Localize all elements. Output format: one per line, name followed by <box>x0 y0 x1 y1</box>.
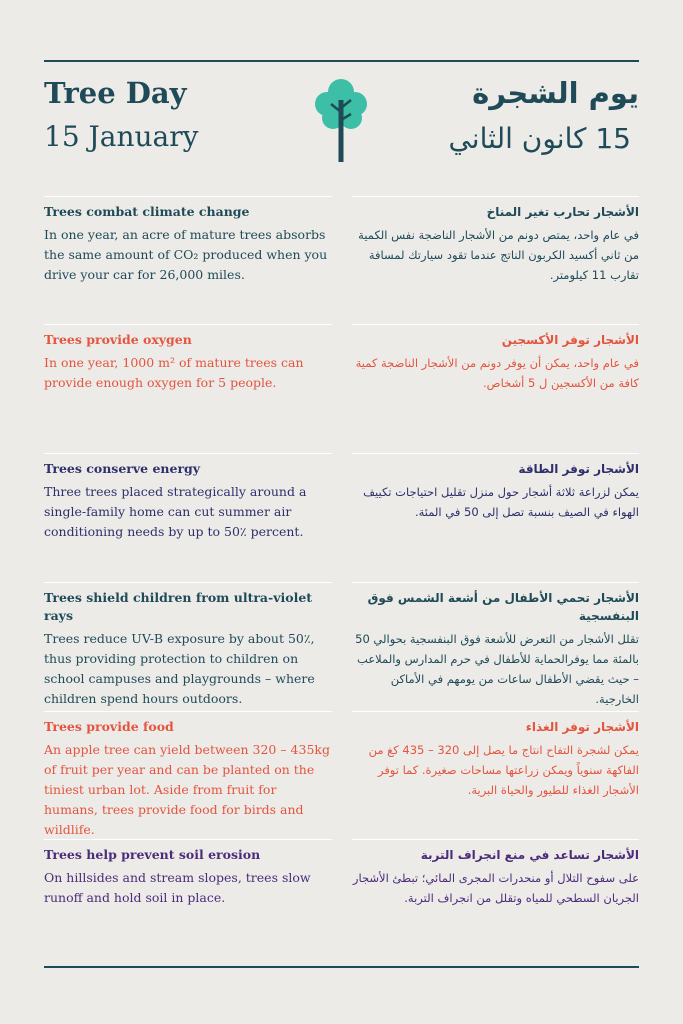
divider <box>44 324 332 325</box>
section-title: الأشجار تحارب تغير المناخ <box>486 205 639 219</box>
divider <box>352 324 639 325</box>
section-body: In one year, 1000 m² of mature trees can provide enough oxygen for 5 people. <box>44 355 304 390</box>
section-title: Trees shield children from ultra-violet rays <box>44 590 313 623</box>
section-body: يمكن لزراعة ثلاثة أشجار حول منزل تقليل احتياجات تكييف الهواء في الصيف بنسبة تصل إلى 50 في المئة. <box>363 485 639 519</box>
divider <box>44 582 332 583</box>
section-title: Trees combat climate change <box>44 204 250 219</box>
page-title-ar: يوم الشجرة <box>472 76 639 110</box>
date-en: 15 January <box>44 120 199 153</box>
section-body: على سفوح التلال أو منحدرات المجرى المائي؛ تبطئ الأشجار الجريان السطحي للمياه وتقلل من انجراف التربة. <box>352 871 639 905</box>
section-oxygen-ar <box>352 324 639 393</box>
divider <box>352 453 639 454</box>
section-soil-en <box>44 839 332 908</box>
section-body: Trees reduce UV-B exposure by about 50٪, thus providing protection to children on school campuses and playgrounds – where children spend hours outdoors. <box>44 631 315 706</box>
section-title: الأشجار تحمي الأطفال من أشعة الشمس فوق البنفسجية <box>367 591 639 623</box>
section-uv-ar <box>352 582 639 709</box>
section-body: On hillsides and stream slopes, trees slow runoff and hold soil in place. <box>44 870 311 905</box>
section-title: الأشجار توفر الأكسجين <box>501 333 639 347</box>
page-title-en: Tree Day <box>44 76 187 110</box>
section-body: In one year, an acre of mature trees absorbs the same amount of CO₂ produced when you drive your car for 26,000 miles. <box>44 227 328 282</box>
section-food-en <box>44 711 332 840</box>
section-body: Three trees placed strategically around a single-family home can cut summer air conditioning needs by up to 50٪ percent. <box>44 484 307 539</box>
section-body: تقلل الأشجار من التعرض للأشعة فوق البنفسجية بحوالي 50 بالمئة مما يوفرالحماية للأطفال في حرم المدارس والملاعب – حيث يقضي الأطفال ساعات من يومهم في الأماكن الخارجية. <box>355 632 639 706</box>
section-body: في عام واحد، يمتص دونم من الأشجار الناضجة نفس الكمية من ثاني أكسيد الكربون الناتج عندما تقود سيارتك لمسافة تقارب 11 كيلومتر. <box>358 228 639 282</box>
divider <box>352 711 639 712</box>
section-title: Trees conserve energy <box>44 461 201 476</box>
section-body: يمكن لشجرة التفاح انتاج ما يصل إلى 320 – 435 كغ من الفاكهة سنوياً ويمكن زراعتها مساحات صغيرة. كما توفر الأشجار الغذاء للطيور والحياة البرية. <box>368 743 639 797</box>
section-title: Trees provide food <box>44 719 174 734</box>
section-climate-ar <box>352 196 639 285</box>
section-body: An apple tree can yield between 320 – 435kg of fruit per year and can be planted on the tiniest urban lot. Aside from fruit for humans, trees provide food for birds and wildlife. <box>44 742 330 837</box>
section-oxygen-en <box>44 324 332 393</box>
section-food-ar <box>352 711 639 800</box>
section-energy-en <box>44 453 332 542</box>
divider <box>44 453 332 454</box>
divider <box>352 839 639 840</box>
divider <box>44 839 332 840</box>
section-title: الأشجار توفر الغذاء <box>525 720 639 734</box>
section-title: Trees provide oxygen <box>44 332 192 347</box>
top-rule <box>44 60 639 62</box>
divider <box>352 196 639 197</box>
date-ar: 15 كانون الثاني <box>448 122 631 155</box>
divider <box>44 196 332 197</box>
section-body: في عام واحد، يمكن أن يوفر دونم من الأشجار الناضجة كمية كافة من الأكسجين ل 5 أشخاص. <box>355 356 639 390</box>
section-title: الأشجار تساعد في منع انجراف التربة <box>420 848 639 862</box>
section-soil-ar <box>352 839 639 908</box>
tree-icon <box>313 78 369 162</box>
section-title: الأشجار توفر الطاقة <box>518 462 639 476</box>
bottom-rule <box>44 966 639 968</box>
section-climate-en <box>44 196 332 285</box>
divider <box>352 582 639 583</box>
section-title: Trees help prevent soil erosion <box>44 847 261 862</box>
divider <box>44 711 332 712</box>
section-uv-en <box>44 582 332 709</box>
section-energy-ar <box>352 453 639 522</box>
